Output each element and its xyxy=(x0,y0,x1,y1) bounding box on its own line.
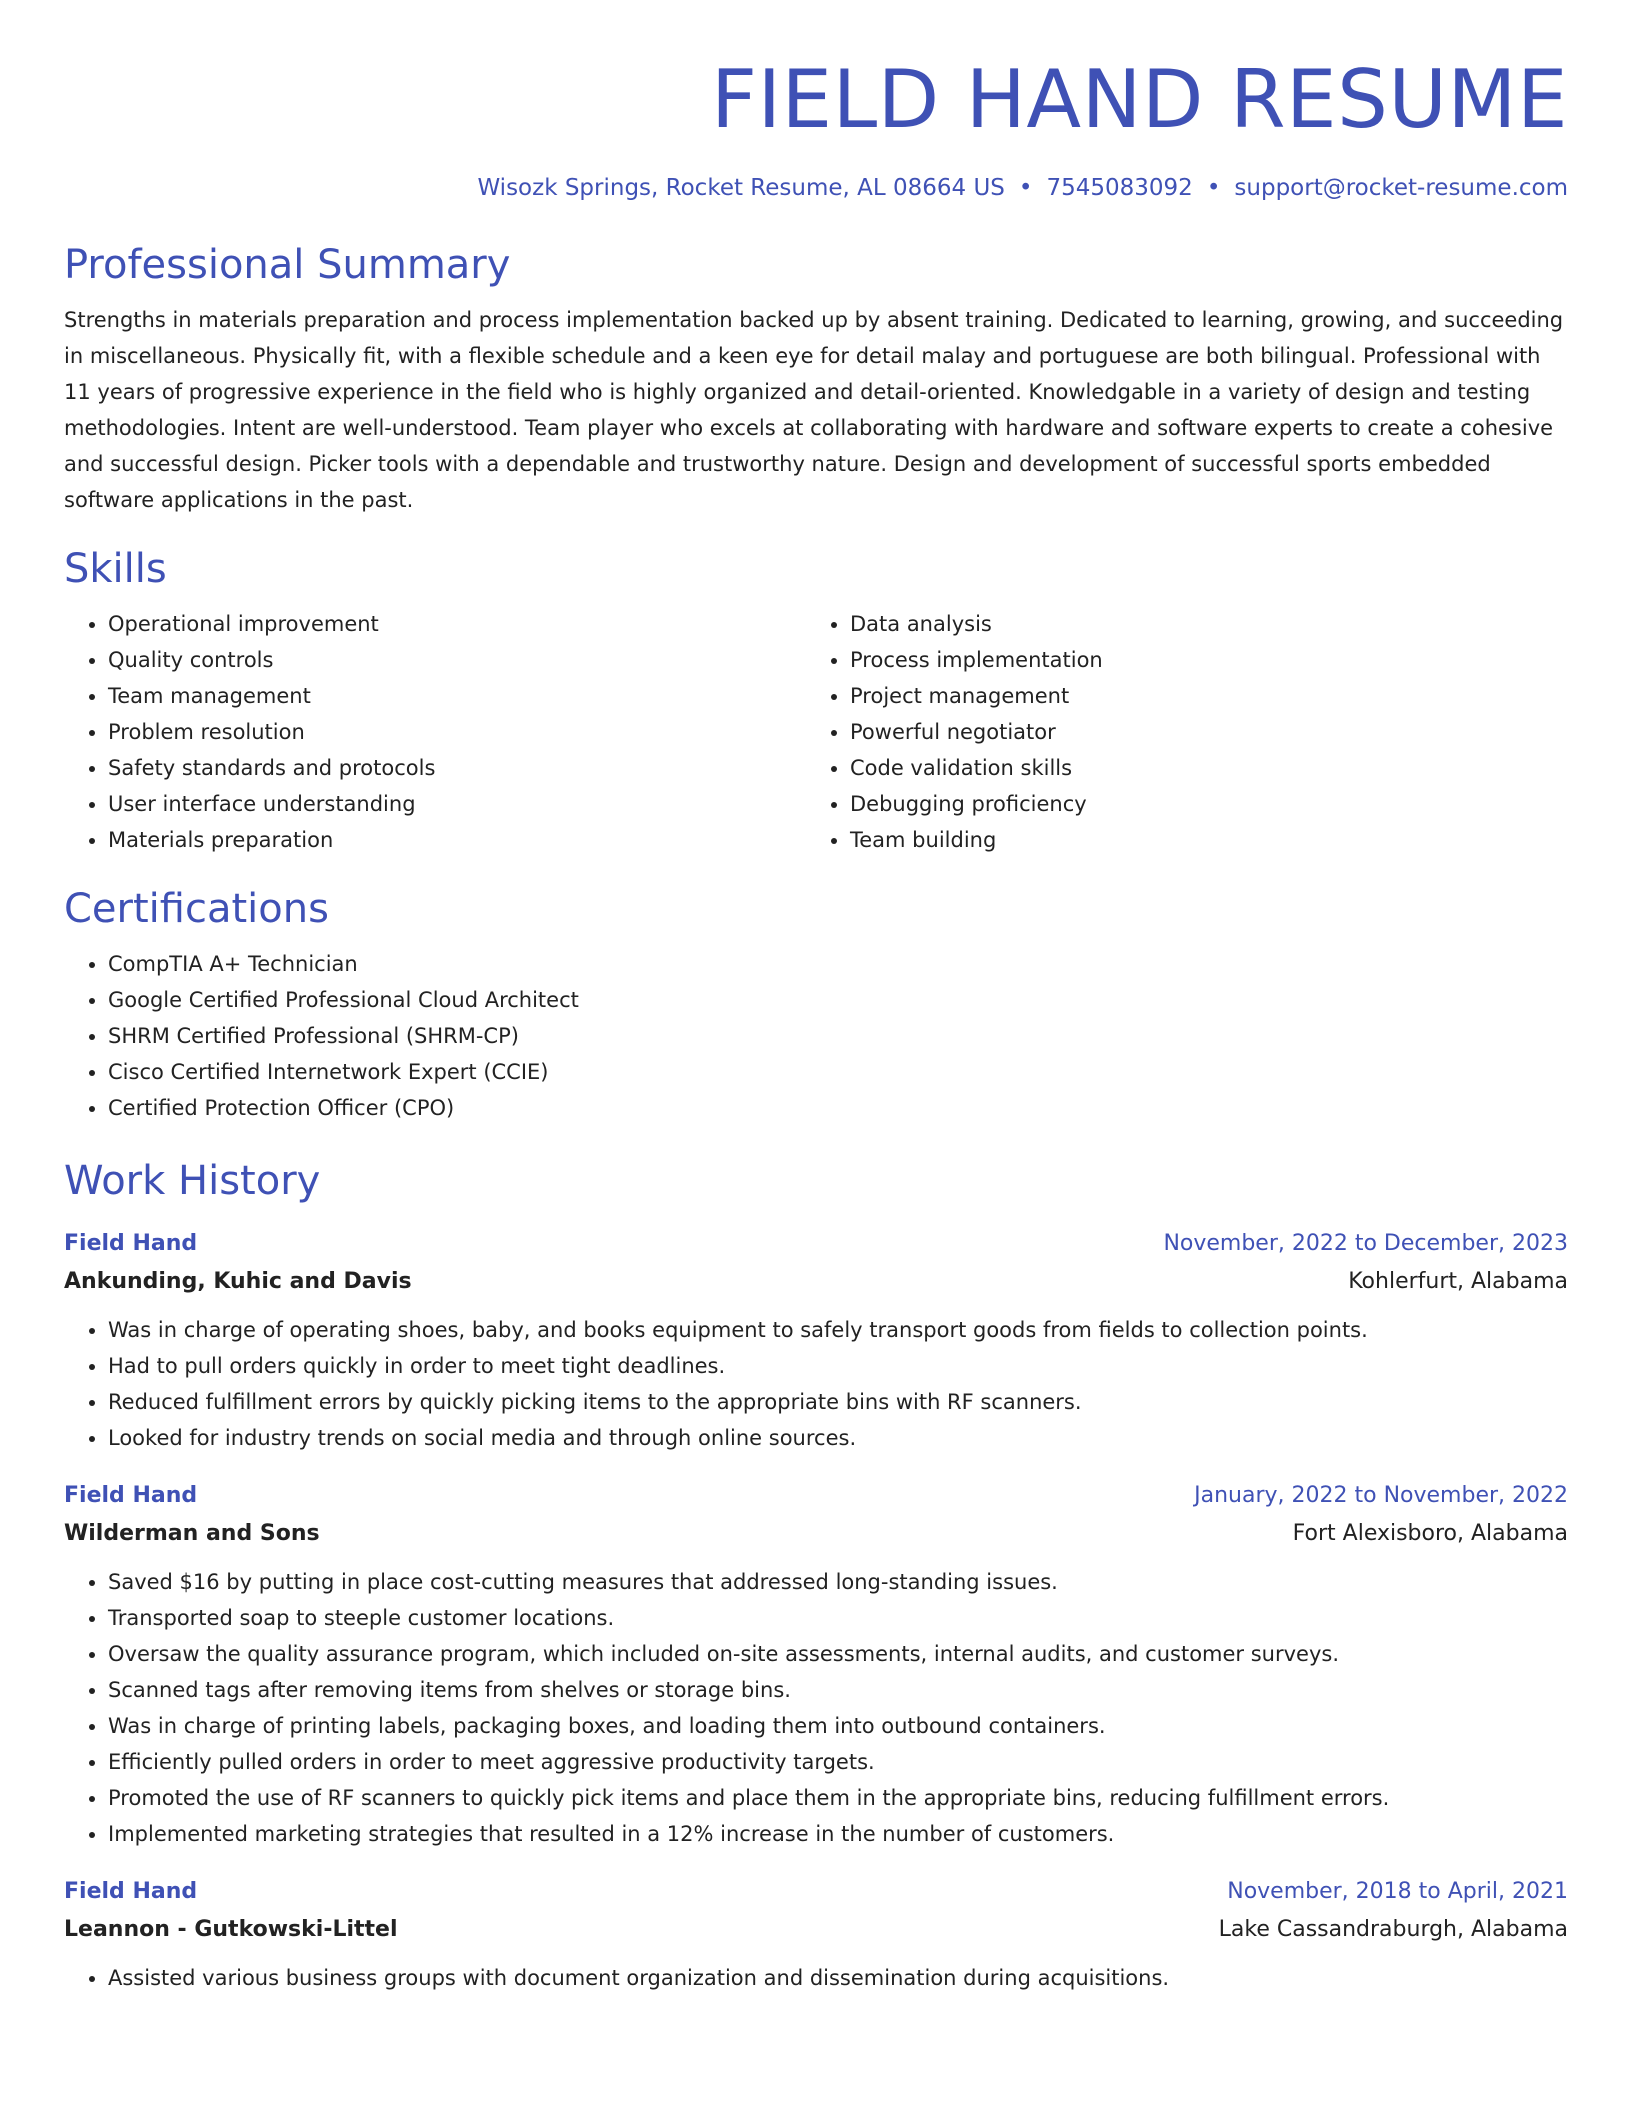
job-dates: January, 2022 to November, 2022 xyxy=(1194,1483,1568,1508)
job-title: Field Hand xyxy=(64,1483,198,1508)
contact-phone: 7545083092 xyxy=(1046,175,1193,201)
job-company-row xyxy=(64,1910,1568,1950)
job-location: Lake Cassandraburgh, Alabama xyxy=(1218,1917,1568,1942)
contact-email: support@rocket-resume.com xyxy=(1234,175,1568,201)
certification-item: • Certified Protection Officer (CPO) xyxy=(108,1090,1568,1126)
certification-item: • SHRM Certified Professional (SHRM-CP) xyxy=(108,1018,1568,1054)
skill-item: • Debugging proficiency xyxy=(850,786,1548,822)
job-bullet: • Scanned tags after removing items from shelves or storage bins. xyxy=(108,1672,1568,1708)
skill-item: • Team building xyxy=(850,822,1548,858)
job-company: Leannon - Gutkowski-Littel xyxy=(64,1917,398,1942)
contact-separator: • xyxy=(1018,175,1033,201)
job-entry xyxy=(64,1874,1568,1996)
job-bullet: • Was in charge of printing labels, packaging boxes, and loading them into outbound containers. xyxy=(108,1708,1568,1744)
skill-item: • Project management xyxy=(850,678,1548,714)
job-bullet: • Was in charge of operating shoes, baby, and books equipment to safely transport goods from fields to collection points. xyxy=(108,1312,1568,1348)
skill-item: • Materials preparation xyxy=(108,822,806,858)
summary-text: Strengths in materials preparation and process implementation backed up by absent training. Dedicated to learning, growing, and succeeding in miscellaneous. Physically fit, with a flexible schedule and a keen eye for detail malay and portuguese are both bilingual. Professional with 11 years of progressive experience in the field who is highly organized and detail-oriented. Knowledgable in a variety of design and testing methodologies. Intent are well-understood. Team player who excels at collaborating with hardware and software experts to create a cohesive and successful design. Picker tools with a dependable and trustworthy nature. Design and development of successful sports embedded software applications in the past. xyxy=(64,308,1564,512)
resume-title: FIELD HAND RESUME xyxy=(710,53,1568,146)
contact-info xyxy=(64,172,1568,204)
job-bullet: • Assisted various business groups with document organization and dissemination during acquisitions. xyxy=(108,1960,1568,1996)
job-location: Kohlerfurt, Alabama xyxy=(1348,1269,1568,1294)
skill-item: • Powerful negotiator xyxy=(850,714,1548,750)
skill-item: • Code validation skills xyxy=(850,750,1548,786)
skill-item: • Operational improvement xyxy=(108,606,806,642)
contact-address: Wisozk Springs, Rocket Resume, AL 08664 US xyxy=(477,175,1005,201)
job-bullet: • Promoted the use of RF scanners to quickly pick items and place them in the appropriate bins, reducing fulfillment errors. xyxy=(108,1780,1568,1816)
job-company-row xyxy=(64,1262,1568,1302)
job-bullets xyxy=(64,1312,1568,1456)
certifications-heading: Certifications xyxy=(64,886,329,932)
job-company-row xyxy=(64,1514,1568,1554)
job-bullet: • Had to pull orders quickly in order to meet tight deadlines. xyxy=(108,1348,1568,1384)
summary-heading: Professional Summary xyxy=(64,242,511,288)
job-entry xyxy=(64,1226,1568,1456)
certification-item: • Cisco Certified Internetwork Expert (CCIE) xyxy=(108,1054,1568,1090)
job-entry xyxy=(64,1478,1568,1852)
job-bullet: • Transported soap to steeple customer locations. xyxy=(108,1600,1568,1636)
job-header-row xyxy=(64,1478,1568,1514)
job-bullet: • Oversaw the quality assurance program, which included on-site assessments, internal audits, and customer surveys. xyxy=(108,1636,1568,1672)
job-bullets xyxy=(64,1564,1568,1852)
job-title: Field Hand xyxy=(64,1879,198,1904)
certification-item: • Google Certified Professional Cloud Architect xyxy=(108,982,1568,1018)
skill-item: • Process implementation xyxy=(850,642,1548,678)
skill-item: • Data analysis xyxy=(850,606,1548,642)
skill-item: • Safety standards and protocols xyxy=(108,750,806,786)
job-company: Ankunding, Kuhic and Davis xyxy=(64,1269,412,1294)
skill-item: • Problem resolution xyxy=(108,714,806,750)
skills-columns xyxy=(64,606,1568,858)
job-title: Field Hand xyxy=(64,1231,198,1256)
job-bullets xyxy=(64,1960,1568,1996)
job-location: Fort Alexisboro, Alabama xyxy=(1292,1521,1568,1546)
job-dates: November, 2018 to April, 2021 xyxy=(1227,1879,1568,1904)
job-header-row xyxy=(64,1226,1568,1262)
skills-list-right xyxy=(806,606,1548,858)
job-header-row xyxy=(64,1874,1568,1910)
skills-list-left xyxy=(64,606,806,858)
certifications-list xyxy=(64,946,1568,1126)
skill-item: • Quality controls xyxy=(108,642,806,678)
skill-item: • Team management xyxy=(108,678,806,714)
skill-item: • User interface understanding xyxy=(108,786,806,822)
job-bullet: • Saved $16 by putting in place cost-cutting measures that addressed long-standing issues. xyxy=(108,1564,1568,1600)
contact-separator: • xyxy=(1206,175,1221,201)
skills-heading: Skills xyxy=(64,546,167,592)
job-company: Wilderman and Sons xyxy=(64,1521,320,1546)
job-bullet: • Efficiently pulled orders in order to meet aggressive productivity targets. xyxy=(108,1744,1568,1780)
certification-item: • CompTIA A+ Technician xyxy=(108,946,1568,982)
work-history-heading: Work History xyxy=(64,1158,321,1204)
job-bullet: • Implemented marketing strategies that resulted in a 12% increase in the number of customers. xyxy=(108,1816,1568,1852)
job-bullet: • Reduced fulfillment errors by quickly picking items to the appropriate bins with RF scanners. xyxy=(108,1384,1568,1420)
job-dates: November, 2022 to December, 2023 xyxy=(1163,1231,1568,1256)
job-bullet: • Looked for industry trends on social media and through online sources. xyxy=(108,1420,1568,1456)
